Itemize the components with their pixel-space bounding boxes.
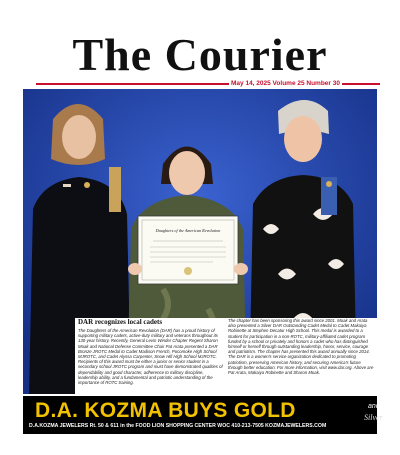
article-column-2 [228,318,374,375]
article [75,318,377,394]
ad-silver: Silver [364,413,383,422]
article-text-col2: The chapter has been sponsoring this award since 2001. Moak and Arata also presented a Silver DAR Outstanding Cadet Medal to Cadet Makaiya Robinette at Stephen Decatur High School. This medal is awarded to a student for participation in a non-ROTC, military-affiliated cadet program funded by a school or privately and honors a cadet who has distinguished himself or herself through outstanding leadership, honor, service, courage and patriotism. The chapter has presented this award annually since 2014. The DAR is a women's service organization dedicated to promoting patriotism, preserving American history, and securing America's future through better education. For more information, visit www.dar.org. Above are Pat Arata, Makaiya Robinette and Sharon Moak. [228,318,374,376]
masthead [0,30,400,86]
jeweler-advertisement[interactable] [23,396,383,434]
gold-seal-icon [184,267,192,275]
newspaper-title: The Courier [72,29,328,80]
certificate-heading: Daughters of the American Revolution [155,228,221,233]
ad-headline: D.A. KOZMA BUYS GOLD [35,399,296,422]
issue-dateline: May 14, 2025 Volume 25 Number 30 [231,80,340,87]
article-headline: DAR recognizes local cadets [78,318,163,326]
article-text-col1: The Daughters of the American Revolution (DAR) has a proud history of supporting military cadets, active-duty military and veterans throughout its 130-year history. Recently, General Levin Winder Chapter Regent Sharon Moak and National Defense Committee Chair Pat Arata presented a DAR Bronze JROTC Medal to Cadet Madison French, Pocomoke High School MJROTC, and Cadet Alyssa Carpenter, Snow Hill High School MJROTC. Recipients of this award must be either a junior or senior student in a secondary school JROTC program and must have demonstrated qualities of dependability and good character, adherence to military discipline, leadership ability, and a fundamental and patriotic understanding of the importance of ROTC training. [78,328,223,386]
ad-and: and [368,403,380,410]
article-column-1 [78,318,224,385]
certificate [138,216,238,284]
ad-footer: D.A.KOZMA JEWELERS Rt. 50 & 611 in the FOOD LION SHOPPING CENTER WOC 410-213-7505 KOZMAJEWELERS.COM [29,423,327,429]
